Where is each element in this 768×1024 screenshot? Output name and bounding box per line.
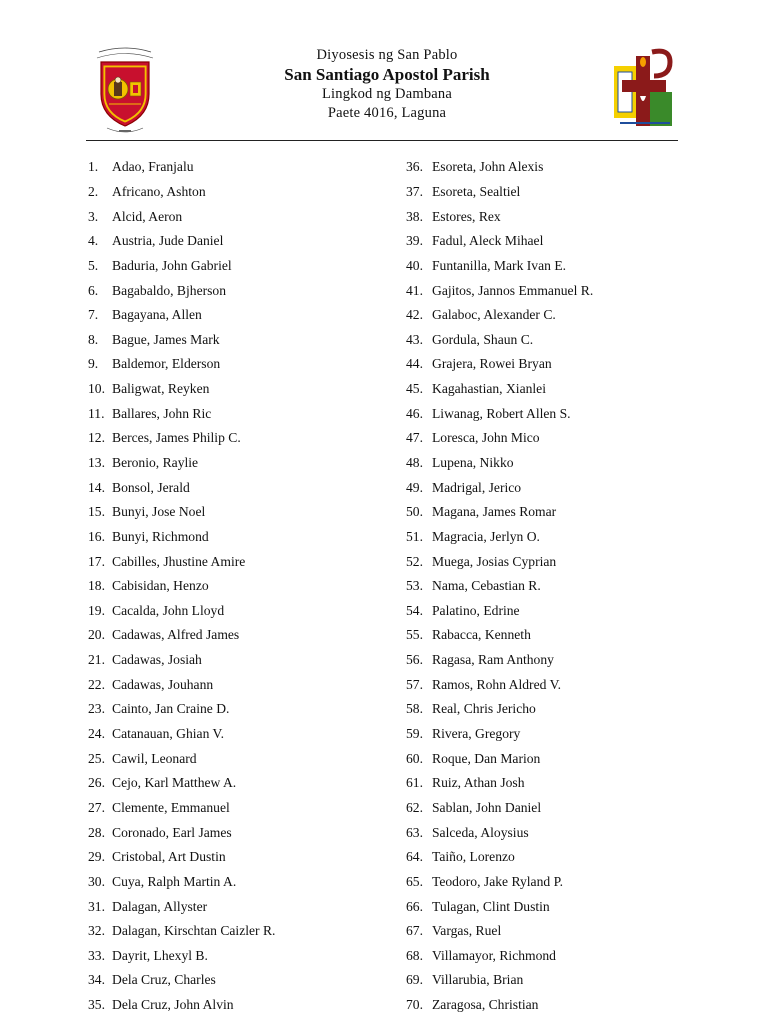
- member-name: Zaragosa, Christian: [432, 997, 539, 1013]
- member-entry: [88, 549, 275, 574]
- member-entry: [88, 796, 275, 821]
- member-entry: [406, 377, 593, 402]
- member-name: Bagabaldo, Bjherson: [112, 282, 227, 298]
- member-number: 32.: [88, 923, 105, 939]
- member-name: Magana, James Romar: [432, 504, 557, 520]
- ministry-name: Lingkod ng Dambana: [321, 86, 453, 102]
- member-name: Coronado, Earl James: [112, 824, 232, 840]
- member-entry: [88, 820, 275, 845]
- member-entry: [406, 155, 593, 180]
- member-entry: [406, 278, 593, 303]
- member-entry: [88, 500, 275, 525]
- member-number: 26.: [88, 775, 105, 791]
- member-number: 4.: [88, 233, 99, 249]
- member-entry: [406, 845, 593, 870]
- member-entry: [406, 746, 593, 771]
- member-entry: [406, 599, 593, 624]
- member-name: Cadawas, Jouhann: [112, 676, 214, 692]
- member-entry: [88, 475, 275, 500]
- member-name: Bague, James Mark: [112, 331, 220, 347]
- member-name: Ballares, John Ric: [112, 405, 212, 421]
- member-name: Baligwat, Reyken: [112, 381, 210, 397]
- member-entry: [88, 204, 275, 229]
- member-number: 52.: [406, 553, 423, 569]
- member-number: 49.: [406, 479, 423, 495]
- member-entry: [406, 327, 593, 352]
- member-name: Muega, Josias Cyprian: [432, 553, 557, 569]
- member-number: 39.: [406, 233, 423, 249]
- member-number: 27.: [88, 799, 105, 815]
- member-number: 28.: [88, 824, 105, 840]
- member-name: Adao, Franjalu: [112, 159, 194, 175]
- parish-name: San Santiago Apostol Parish: [284, 65, 490, 84]
- member-number: 48.: [406, 455, 423, 470]
- member-name: Salceda, Aloysius: [432, 824, 529, 840]
- member-number: 57.: [406, 676, 423, 692]
- member-name: Esoreta, John Alexis: [432, 159, 544, 175]
- member-name: Austria, Jude Daniel: [112, 233, 224, 249]
- member-number: 64.: [406, 849, 423, 865]
- member-number: 13.: [88, 455, 105, 470]
- member-entry: [406, 919, 593, 944]
- member-entry: [88, 919, 275, 944]
- member-entry: [88, 623, 275, 648]
- member-entry: [88, 968, 275, 993]
- member-number: 42.: [406, 307, 423, 323]
- member-number: 67.: [406, 923, 423, 939]
- member-entry: [406, 944, 593, 969]
- member-number: 65.: [406, 873, 423, 889]
- member-entry: [88, 426, 275, 451]
- member-number: 7.: [88, 307, 99, 323]
- member-name: Baldemor, Elderson: [112, 356, 221, 372]
- member-entry: [406, 870, 593, 895]
- member-name: Nama, Cebastian R.: [432, 578, 541, 594]
- member-list-right-column: [406, 155, 593, 1017]
- member-name: Vargas, Ruel: [432, 923, 502, 939]
- member-number: 29.: [88, 849, 105, 865]
- document-header: [0, 0, 768, 145]
- member-number: 12.: [88, 430, 105, 446]
- member-entry: [406, 401, 593, 426]
- member-name: Cejo, Karl Matthew A.: [112, 775, 237, 791]
- member-name: Cacalda, John Lloyd: [112, 602, 225, 618]
- member-name: Magracia, Jerlyn O.: [432, 528, 540, 544]
- member-number: 46.: [406, 405, 423, 421]
- member-entry: [406, 204, 593, 229]
- member-name: Esoreta, Sealtiel: [432, 183, 521, 199]
- member-name: Dalagan, Allyster: [112, 898, 208, 914]
- member-number: 15.: [88, 504, 105, 520]
- member-entry: [88, 944, 275, 969]
- header-divider: [86, 140, 678, 141]
- member-name: Villamayor, Richmond: [432, 947, 556, 963]
- member-number: 25.: [88, 750, 105, 766]
- member-name: Beronio, Raylie: [112, 455, 199, 470]
- member-name: Kagahastian, Xianlei: [432, 381, 546, 397]
- member-name: Loresca, John Mico: [432, 430, 540, 446]
- member-number: 24.: [88, 726, 105, 742]
- member-number: 45.: [406, 381, 423, 397]
- member-name: Taiño, Lorenzo: [432, 849, 515, 865]
- member-number: 50.: [406, 504, 423, 520]
- member-number: 36.: [406, 159, 423, 175]
- member-name: Estores, Rex: [432, 208, 501, 224]
- parish-address: Paete 4016, Laguna: [327, 105, 447, 121]
- member-entry: [88, 697, 275, 722]
- member-name: Cawil, Leonard: [112, 750, 197, 766]
- member-entry: [88, 254, 275, 279]
- member-list-left-column: [88, 155, 275, 1017]
- member-number: 37.: [406, 183, 423, 199]
- member-number: 3.: [88, 208, 99, 224]
- diocese-name: Diyosesis ng San Pablo: [316, 47, 458, 63]
- member-number: 54.: [406, 602, 423, 618]
- member-entry: [88, 599, 275, 624]
- member-name: Bunyi, Jose Noel: [112, 504, 206, 520]
- member-name: Gordula, Shaun C.: [432, 331, 534, 347]
- member-entry: [406, 475, 593, 500]
- member-name: Bagayana, Allen: [112, 307, 202, 323]
- member-name: Tulagan, Clint Dustin: [432, 898, 550, 914]
- member-entry: [406, 426, 593, 451]
- member-entry: [88, 525, 275, 550]
- member-entry: [88, 451, 275, 476]
- member-entry: [88, 155, 275, 180]
- member-name: Real, Chris Jericho: [432, 701, 536, 717]
- member-number: 70.: [406, 997, 423, 1013]
- member-entry: [406, 254, 593, 279]
- member-name: Fadul, Aleck Mihael: [432, 233, 544, 249]
- member-number: 55.: [406, 627, 423, 643]
- member-entry: [406, 796, 593, 821]
- member-entry: [406, 648, 593, 673]
- member-name: Teodoro, Jake Ryland P.: [432, 873, 564, 889]
- member-name: Dela Cruz, John Alvin: [112, 997, 234, 1013]
- member-name: Baduria, John Gabriel: [112, 257, 232, 273]
- member-name: Palatino, Edrine: [432, 602, 520, 618]
- member-name: Lupena, Nikko: [432, 455, 514, 470]
- member-entry: [406, 574, 593, 599]
- member-number: 40.: [406, 257, 423, 273]
- member-number: 61.: [406, 775, 423, 791]
- member-number: 51.: [406, 528, 423, 544]
- member-name: Dela Cruz, Charles: [112, 972, 216, 988]
- member-number: 6.: [88, 282, 99, 298]
- member-number: 69.: [406, 972, 423, 988]
- member-number: 44.: [406, 356, 423, 372]
- parish-seal-logo: [93, 44, 157, 136]
- member-name: Rivera, Gregory: [432, 726, 521, 742]
- member-entry: [406, 771, 593, 796]
- member-name: Catanauan, Ghian V.: [112, 726, 225, 742]
- member-name: Bunyi, Richmond: [112, 528, 209, 544]
- member-entry: [406, 352, 593, 377]
- member-number: 66.: [406, 898, 423, 914]
- member-name: Cristobal, Art Dustin: [112, 849, 226, 865]
- member-number: 21.: [88, 652, 105, 668]
- member-number: 31.: [88, 898, 105, 914]
- member-number: 38.: [406, 208, 423, 224]
- member-name: Dayrit, Lhexyl B.: [112, 947, 208, 963]
- member-number: 34.: [88, 972, 105, 988]
- member-name: Cadawas, Alfred James: [112, 627, 240, 643]
- member-number: 41.: [406, 282, 423, 298]
- member-name: Cainto, Jan Craine D.: [112, 701, 230, 717]
- member-entry: [88, 180, 275, 205]
- member-entry: [88, 845, 275, 870]
- member-number: 1.: [88, 159, 99, 175]
- member-entry: [88, 377, 275, 402]
- member-number: 11.: [88, 405, 105, 421]
- member-name: Cabisidan, Henzo: [112, 578, 209, 594]
- member-entry: [406, 820, 593, 845]
- member-entry: [406, 451, 593, 476]
- member-number: 56.: [406, 652, 423, 668]
- member-entry: [88, 771, 275, 796]
- member-number: 19.: [88, 602, 105, 618]
- member-number: 17.: [88, 553, 105, 569]
- member-number: 63.: [406, 824, 423, 840]
- member-entry: [88, 401, 275, 426]
- member-entry: [88, 278, 275, 303]
- member-name: Bonsol, Jerald: [112, 479, 190, 495]
- member-name: Sablan, John Daniel: [432, 799, 542, 815]
- member-entry: [88, 648, 275, 673]
- member-entry: [406, 623, 593, 648]
- member-name: Alcid, Aeron: [112, 208, 183, 224]
- member-name: Galaboc, Alexander C.: [432, 307, 556, 323]
- member-name: Ruiz, Athan Josh: [432, 775, 525, 791]
- member-entry: [88, 229, 275, 254]
- member-entry: [406, 672, 593, 697]
- member-number: 43.: [406, 331, 423, 347]
- member-number: 20.: [88, 627, 105, 643]
- member-entry: [88, 746, 275, 771]
- member-entry: [88, 894, 275, 919]
- member-number: 35.: [88, 997, 105, 1013]
- member-entry: [406, 968, 593, 993]
- member-number: 68.: [406, 947, 423, 963]
- member-number: 18.: [88, 578, 105, 594]
- member-number: 16.: [88, 528, 105, 544]
- member-entry: [406, 525, 593, 550]
- member-number: 47.: [406, 430, 423, 446]
- member-entry: [406, 894, 593, 919]
- member-entry: [406, 229, 593, 254]
- member-number: 5.: [88, 257, 99, 273]
- member-entry: [406, 180, 593, 205]
- member-name: Dalagan, Kirschtan Caizler R.: [112, 923, 276, 939]
- member-name: Cabilles, Jhustine Amire: [112, 553, 246, 569]
- member-entry: [88, 303, 275, 328]
- member-name: Cuya, Ralph Martin A.: [112, 873, 237, 889]
- member-entry: [406, 549, 593, 574]
- member-entry: [406, 303, 593, 328]
- member-number: 23.: [88, 701, 105, 717]
- member-name: Grajera, Rowei Bryan: [432, 356, 552, 372]
- member-number: 8.: [88, 331, 99, 347]
- member-entry: [406, 722, 593, 747]
- member-name: Ramos, Rohn Aldred V.: [432, 676, 562, 692]
- member-number: 58.: [406, 701, 423, 717]
- ministry-logo: [610, 46, 682, 136]
- member-number: 33.: [88, 947, 105, 963]
- member-number: 59.: [406, 726, 423, 742]
- header-text-block: [230, 46, 544, 123]
- member-number: 9.: [88, 356, 99, 372]
- member-entry: [88, 722, 275, 747]
- member-number: 60.: [406, 750, 423, 766]
- member-name: Gajitos, Jannos Emmanuel R.: [432, 282, 594, 298]
- member-entry: [406, 697, 593, 722]
- member-name: Clemente, Emmanuel: [112, 799, 230, 815]
- member-name: Cadawas, Josiah: [112, 652, 202, 668]
- member-name: Ragasa, Ram Anthony: [432, 652, 554, 668]
- member-name: Africano, Ashton: [112, 183, 206, 199]
- member-number: 30.: [88, 873, 105, 889]
- member-number: 53.: [406, 578, 423, 594]
- member-name: Roque, Dan Marion: [432, 750, 541, 766]
- member-name: Madrigal, Jerico: [432, 479, 522, 495]
- member-entry: [88, 352, 275, 377]
- member-entry: [406, 500, 593, 525]
- member-number: 22.: [88, 676, 105, 692]
- member-entry: [88, 672, 275, 697]
- member-name: Berces, James Philip C.: [112, 430, 241, 446]
- member-number: 10.: [88, 381, 105, 397]
- member-name: Funtanilla, Mark Ivan E.: [432, 257, 567, 273]
- member-entry: [88, 993, 275, 1018]
- member-entry: [88, 870, 275, 895]
- member-name: Villarubia, Brian: [432, 972, 524, 988]
- member-number: 14.: [88, 479, 105, 495]
- member-name: Liwanag, Robert Allen S.: [432, 405, 571, 421]
- member-name: Rabacca, Kenneth: [432, 627, 531, 643]
- member-number: 2.: [88, 183, 99, 199]
- member-entry: [88, 327, 275, 352]
- member-entry: [406, 993, 593, 1018]
- member-entry: [88, 574, 275, 599]
- member-number: 62.: [406, 799, 423, 815]
